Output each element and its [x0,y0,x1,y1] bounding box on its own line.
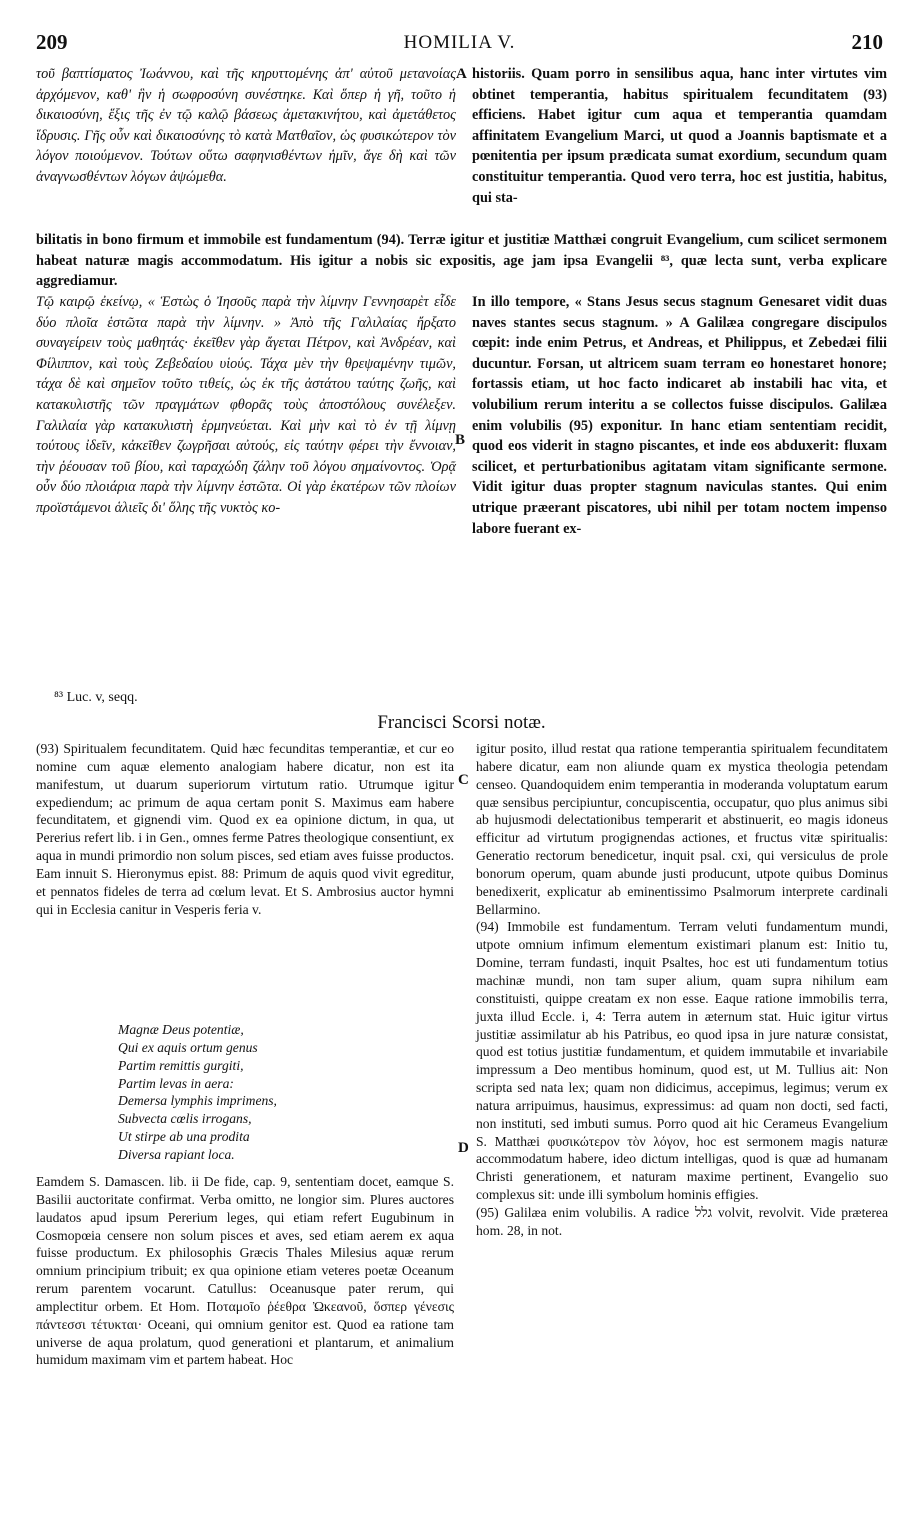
greek-text-column-1: τοῦ βαπτίσματος Ἰωάννου, καὶ τῆς κηρυττομένης ἀπ' αὐτοῦ μετανοίας ἀρχόμενον, καθ' ἣν ἡ σωφροσύνη συνέστηκε. Καὶ ὅπερ ἡ γῆ, τοῦτο ἡ δικαιοσύνη, ἕξις τῆς ἐν τῷ καλῷ βάσεως ἀμετακινήτου, καὶ ἀμετάθετος ἵδρυσις. Γῆς οὖν καὶ δικαιοσύνης τὸ κατὰ Ματθαῖον, ὡς φυσικώτερον τὸν λόγον ποιούμενον. Τούτων οὕτω σαφηνισθέντων ἡμῖν, ἄγε δὴ καὶ τῶν ἀναγνωσθέντων λόγων ἀψώμεθα. [36,66,456,185]
margin-marker-b: B [455,432,466,448]
greek-text-column-2: Τῷ καιρῷ ἐκείνῳ, « Ἑστὼς ὁ Ἰησοῦς παρὰ τὴν λίμνην Γεννησαρὲτ εἶδε δύο πλοῖα ἑστῶτα παρὰ τὴν λίμνην. » Ἀπὸ τῆς Γαλιλαίας ἤρξατο συναγείρειν τοὺς μαθητάς· ἐκεῖθεν γὰρ ἄγεται Πέτρον, καὶ Ἀνδρέαν, καὶ Φίλιππον, καὶ τοὺς Ζεβεδαίου υἱούς. Τάχα μὲν τὴν θρεψαμένην τιμῶν, τάχα δὲ καὶ σημεῖον τοῦτο τιθείς, ὡς ἐκ τῆς ἀστάτου ταύτης ζωῆς, καὶ κατακυλιστῆς τῶν πραγμάτων φθορᾶς τοὺς ἀποστόλους συνέλεξεν. Γαλιλαία γὰρ κατακυλιστὴ ἑρμηνεύεται. Καὶ μὴν καὶ τὸ ἐν τῇ λίμνῃ τούτους ἰδεῖν, κἀκεῖθεν ζωγρῆσαι αὐτούς, εἰς ταύτην φέρει τὴν ἔννοιαν, τὴν ῥέουσαν τοῦ βίου, καὶ ταραχώδη ζάλην τοῦ λόγου σημαίνοντος. Ὁρᾷ οὖν δύο πλοιάρια παρὰ τὴν λίμνην ἑστῶτα. Οἱ γὰρ ἑκατέρων τῶν πλοίων προϊστάμενοι ἁλιεῖς δι' ὅλης τῆς νυκτὸς κο- [36,294,456,516]
margin-marker-d: D [458,1140,469,1156]
notes-title: Francisci Scorsi notæ. [377,712,546,733]
hymn-line: Diversa rapiant loca. [118,1146,235,1162]
latin-text-column-1: historiis. Quam porro in sensilibus aqua, hanc inter virtutes vim obtinet temperantia, habitus spiritualem fecunditatem (93) efficiens. Habet igitur cum aqua et temperantia quamdam affinitatem Evangelium Marci, ut quod a Joannis baptismate et a pœnitentia per ipsum prædicata sumat exordium, secundum quam constituitur temperantia. Quod vero terra, hoc est justitia, habitus, qui sta- [472,66,887,206]
margin-marker-a: A [456,66,467,82]
note-94: (94) Immobile est fundamentum. Terram veluti fundamentum mundi, utpote omnium infimum elementum existimari planum est: Initio tu, Domine, terram fundasti, inquit Psaltes, hoc est uti fundamentum totius machinæ mundi, non tam super alium, quam supra nihilum eam constituisti, quippe creatam ex non esse. Eaque ratione immobilis terra, juxta illud Eccle. i, 4: Terra autem in æternum stat. Huic igitur virtus justitiæ assimilatur ab his Patribus, eo quod ipsa in jure naturæ consistat, quod est totius justitiæ fundamentum, et quidem immutabile et invariabile impressum a Deo mentibus hominum, quod est, ut M. Tullius ait: Non scripta sed nata lex; quam non didicimus, accepimus, legimus; verum ex natura arripuimus, hausimus, expressimus: ad quam non docti, sed facti, non instituti, sed imbuti sumus. Porro quod ait hic Cerameus Evangelium S. Matthæi φυσικώτερον τὸν λόγον, hoc est sermonem magis naturæ accommodatum habere, ideo dictum intelligas, quod is quæ ad humanam Christi generationem, et naturam maxime pertinent, Evangelio suo complexus sit: unde illi symbolum hominis effigies. [476,919,888,1203]
note-93-part-1: (93) Spiritualem fecunditatem. Quid hæc fecunditas temperantiæ, et cur eo nomine cum aquæ elemento analogiam habere dicatur, non est ita manifestum, ut duarum superiorum virtutum ratio. Utrumque igitur expediendum; ac primum de aqua certam ponit S. Maximus eam habere fecunditatem, et gignendi vim. Quod ex ea opinione dictum, in qua, ut Pererius refert lib. i in Gen., omnes ferme Patres theologique consentiunt, ex aqua in mundi primordio non solum pisces, sed etiam aves fuisse productos. Eam innuit S. Hieronymus epist. 88: Primum de aquis quod vivit egreditur, et pennatos fideles de terra ad cœlum levat. Et S. Ambrosius auctor hymni qui in Ecclesia canitur in Vesperis feria v. [36,741,454,917]
hymn-line: Qui ex aquis ortum genus [118,1039,258,1055]
note-93-continuation: igitur posito, illud restat qua ratione temperantia spiritualem fecunditatem habere dicatur, eam non aliunde quam ex mystica theologia petendam censeo. Quandoquidem enim temperantia in moderanda voluptatum earum quæ sensibus percipiuntur, concupiscentia, occupatur, quo plus animus sibi ab hujusmodi delectationibus temperarit et abstinuerit, eo magis idoneus efficitur ad virtutum progignendas actiones, et fructus vitæ spiritualis: Generatio rectorum benedicetur, inquit psal. cxi, qui versiculus de prole bonorum operum, quam abunde justi producunt, utpote quibus Dominus benedixerit, explicatur ab eminentissimo Psalmorum interprete cardinali Bellarmino. [476,741,888,917]
note-93-part-2: Eamdem S. Damascen. lib. ii De fide, cap. 9, sententiam docet, eamque S. Basilii auctoritate confirmat. Verba omitto, ne longior sim. Plures auctores laudatos apud ipsum Pererium leges, qui etiam refert Eugubinum in Cosmopœia censere non solum pisces et aves, sed etiam aerem ex aqua fuisse productum. Ex philosophis Græcis Thales Milesius aquæ rerum omnium principium tribuit; ex qua opinione etiam veteres poetæ Oceanum rerum parentem vocarunt. Catullus: Oceanusque pater rerum, qui amplectitur orbem. Et Hom. Ποταμοῖο ῥέεθρα Ὠκεανοῦ, ὅσπερ γένεσις πάντεσσι τέτυκται· Oceani, qui omnium genitor est. Quod ea ratione tam universe de aqua prolatum, quod generationi et plantarum, et animalium humidum maximam vim et partem habeat. Hoc [36,1174,454,1368]
page-header [36,30,883,60]
margin-marker-c: C [458,772,469,788]
hymn-line: Subvecta cœlis irrogans, [118,1111,252,1127]
hymn-line: Partim remittis gurgiti, [118,1057,244,1073]
hymn-line: Partim levas in aera: [118,1075,234,1091]
page-number-right: 210 [851,30,883,54]
hymn-line: Ut stirpe ab una prodita [118,1129,250,1145]
page-number-left: 209 [36,30,68,54]
hymn-line: Demersa lymphis imprimens, [118,1093,277,1109]
note-95: (95) Galilæa enim volubilis. A radice גלל volvit, revolvit. Vide præterea hom. 28, in not. [476,1204,888,1238]
running-title: HOMILIA V. [403,32,516,53]
hymn-verses [118,1021,277,1164]
notes-right-column [476,740,888,1240]
latin-text-column-2: In illo tempore, « Stans Jesus secus stagnum Genesaret vidit duas naves stantes secus stagnum. » A Galilæa congregare discipulos cœpit: inde enim Petrus, et Andreas, et Philippus, et Zebedæi filii ducuntur. Forsan, ut altricem suam terram eo honestaret honore; fortassis etiam, ut hoc facto indicaret ab instabili hac vita, et volubilium rerum interitu a se collectos fuisse discipulos. Galilæa enim volubilis (95) exponitur. In hanc etiam sententiam recidit, quod eos viderit in stagno piscantes, et inde eos abduxerit: fluxam scilicet, et perturbationibus agitatam vitam significante sermone. Vidit igitur duas propter stagnum naviculas stantes. Qui enim utrique præerant piscatores, ubi nihil per totam noctem impenso labore fuerant ex- [472,294,887,537]
latin-full-width-line: bilitatis in bono firmum et immobile est fundamentum (94). Terræ igitur et justitiæ Matthæi congruit Evangelium, cum scilicet sermonem habeat naturæ magis accommodatum. His igitur a nobis sic expositis, age jam ipsa Evangelii ⁸³, quæ lecta sunt, verba explicare aggrediamur. [36,232,887,290]
hymn-line: Magnæ Deus potentiæ, [118,1022,244,1037]
footnote-reference: ⁸³ Luc. v, seqq. [54,690,138,705]
